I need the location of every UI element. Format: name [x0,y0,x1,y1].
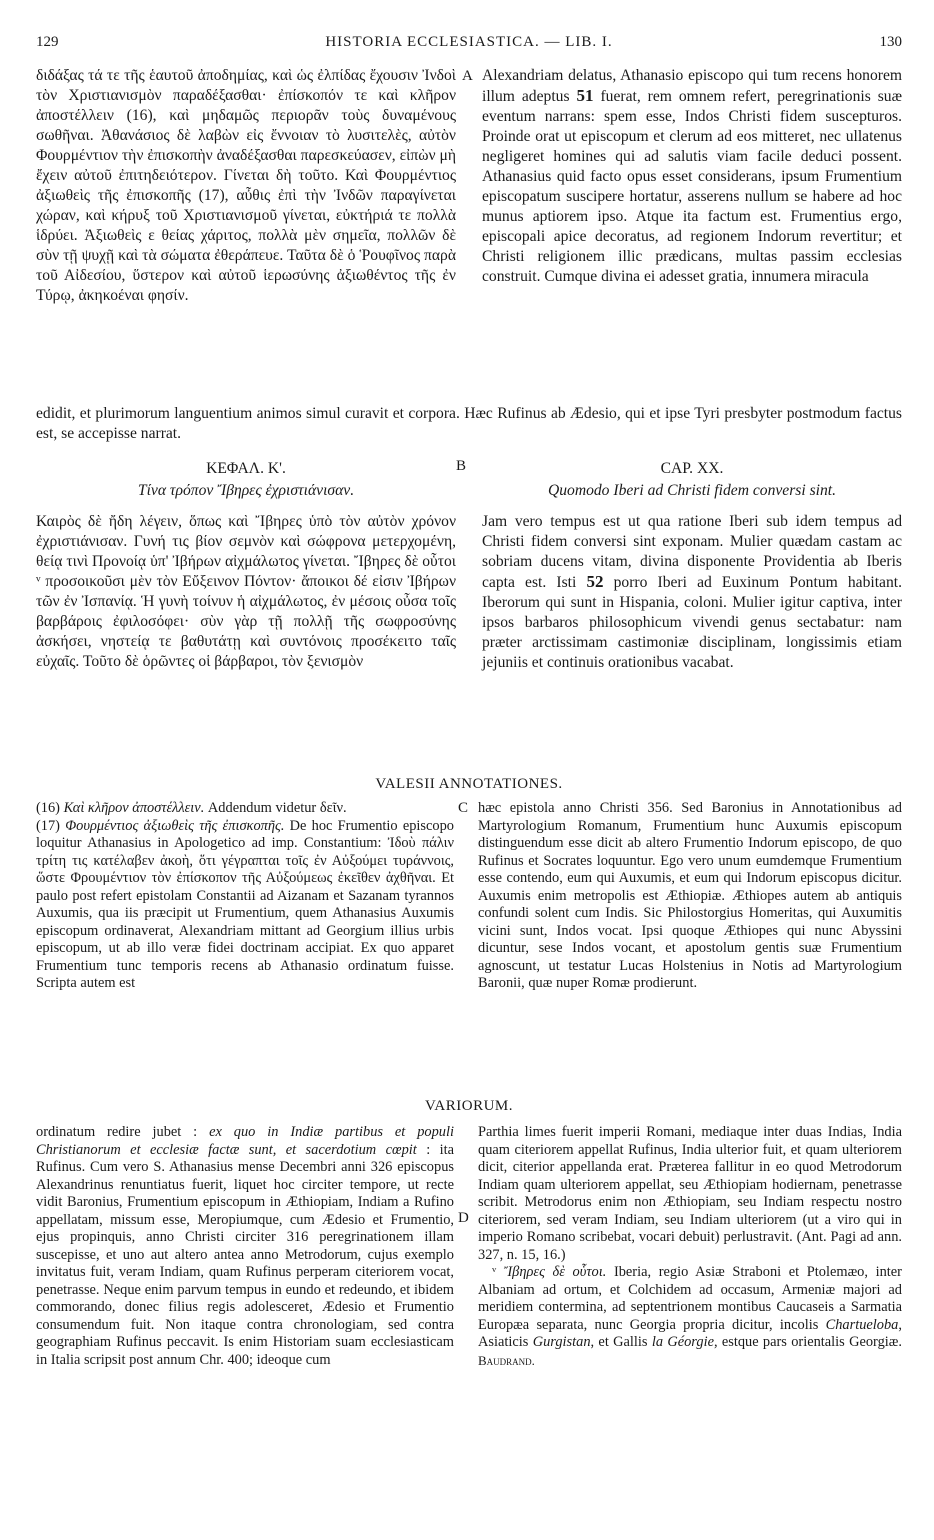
column-number: 52 [586,572,604,591]
valesii-notes-left [36,800,454,993]
margin-mark-c: C [458,800,469,816]
note-16 [36,800,454,818]
latin-full-width-text: edidit, et plurimorum languentium animos simul curavit et corpora. Hæc Rufinus ab Ædesio, qui et ipse Tyri presbyter postmodum factus est, se accepisse narrat. [36,405,902,442]
note-lemma: Ἴβηρες δὲ οὗτοι. [503,1264,607,1280]
variorum-left [36,1124,454,1369]
latin-column-top [482,66,902,287]
text-part: , estque pars orientalis Georgiæ. [713,1334,902,1350]
greek-chapter-heading: ΚΕΦΑΛ. Κ'. [206,460,286,477]
note-text: De hoc Frumentio episcopo loquitur Athanasius in Apologetico ad imp. Constantium: Ἰδοὺ πάλιν τρίτη τις κατέλαβεν ἀκοὴ, ὅτι γέγραπται τοῖς ἐν Αὐξούμει τυράννοις, ὥστε Φρουμέντιον τὸν ἐπίσκοπον τῆς Αὐξούμεως ἐκεῖθεν ἀχθῆναι. Et paulo post refert epistolam Constantii ad Aizanam et Sazanam tyrannos Auxumis, qua iis præcipit ut Frumentium, quem Athanasius Auxumis episcopum ordinaverat, Alexandriam mittant ad Georgium illius urbis episcopum, ut ab illo veræ fidei doctrinam accipiat. Ex quo apparet Frumentium tunc temporis recens ab Athanasio ordinatum fuisse. Scripta autem est [36,817,454,991]
running-header [36,34,902,56]
page-number-right: 130 [879,34,902,50]
note-text: Addendum videtur δεῖν. [207,800,347,816]
column-number: 51 [576,86,594,105]
latin-column-chapter [482,512,902,673]
running-title: HISTORIA ECCLESIASTICA. — LIB. I. [325,34,613,50]
variorum-right [478,1124,902,1370]
greek-chapter-subtitle: Τίνα τρόπον Ἴβηρες ἐχριστιάνισαν. [137,482,355,499]
note-lemma: Καὶ κλῆρον ἀποστέλλειν. [63,800,205,816]
text-part: , et Gallis [590,1334,648,1350]
note-17 [36,818,454,993]
note-continuation: hæc epistola anno Christi 356. Sed Baronius in Annotationibus ad Martyrologium Romanum, Frumentium hunc Auxumis episcopum distinguendum esse dicit ab altero Frumentio Indorum episcopo, de quo Rufinus et Socrates loquuntur. Ego vero unum eumdemque Frumentium esse contendo, eum qui Auxumis, et eum qui Indorum episcopus dicitur. Auxumis enim metropolis est Æthiopiæ. Æthiopes autem ab antiquis confundi solent cum Indis. Sic Philostorgius Homeritas, qui Auxumitis vicini sunt, Indos vocat. Ipsi quoque Æthiopes qui nunc Abyssini dicuntur, sese Indos vocant, et apostolum gentis suæ Frumentium agnoscunt, ut testatur Lucas Holstenius in Notis ad Martyrologium Baronii, quæ nuper Romæ prodierunt. [478,800,902,991]
latin-text-part: Alexandriam delatus, Athanasio episcopo qui tum recens honorem illum adeptus [482,67,902,105]
valesii-notes-right [478,800,902,993]
note-mark: ᵛ [492,1264,497,1280]
page-number-left: 129 [36,34,59,50]
greek-column-chapter [36,512,456,672]
latin-paragraph [482,66,902,287]
italic-term: Chartueloba [825,1316,899,1333]
latin-chapter-subtitle: Quomodo Iberi ad Christi fidem conversi sint. [547,482,837,499]
margin-mark-a: A [462,68,473,84]
note-number: (17) [36,817,60,834]
valesii-title: VALESII ANNOTATIONES. [375,776,563,792]
variorum-title: VARIORUM. [425,1098,513,1114]
italic-term: la Géorgie [651,1334,714,1350]
italic-quote: ex quo in Indiæ partibus et populi Christianorum et ecclesiæ factæ sunt, et sacerdotium cœpit [36,1124,454,1158]
variorum-paragraph: Parthia limes fuerit imperii Romani, mediaque inter duas Indias, India quam citeriorem appellat Rufinus, India ulterior fuit, et quam ulteriorem dicit, citerior appellanda erat. Præterea fallitur in eo quod Metrodorum Indiam quam ulteriorem appellat, seu Æthiopiam hodiernam, penetrasse scribit. Metrodorus enim non Æthiopiam, seu Indiam respectu nostro citeriorem, sed veram Indiam, seu Indiam ulteriorem (ut a viro qui in imperio Romano scribebat, vocari debuit) perlustravit. (Ant. Pagi ad ann. 327, n. 15, 16.) [478,1124,902,1263]
greek-paragraph: διδάξας τά τε τῆς ἑαυτοῦ ἀποδημίας, καὶ ὡς ἐλπίδας ἔχουσιν Ἰνδοὶ τὸν Χριστιανισμὸν παραδέξασθαι· ἐπίσκοπόν τε καὶ κλῆρον ἀποστέλλειν (16), καὶ μηδαμῶς περιορᾶν τοὺς δυναμένους σωθῆναι. Ἀθανάσιος δὲ λαβὼν εἰς ἔννοιαν τὸ λυσιτελὲς, αὐτὸν Φουρμέντιον τὴν ἐπισκοπὴν ἀναδέξασθαι παρεσκεύασεν, εἰπὼν μὴ ἔχειν αὐτοῦ ἐπιτηδειότερον. Γίνεται δὴ τοῦτο. Καὶ Φουρμέντιος ἀξιωθεὶς τῆς ἐπισκοπῆς (17), αὖθις ἐπὶ τὴν Ἰνδῶν παραγίνεται χώραν, καὶ κήρυξ τοῦ Χριστιανισμοῦ γίνεται, εὐκτήριά τε πολλὰ ἱδρύει. Ἀξιωθεὶς ε θείας χάριτος, πολλὰ μὲν σημεῖα, πολλῶν δὲ σὺν τῇ ψυχῇ καὶ τὰ σώματα ἐθεράπευε. Ταῦτα δὲ ὁ Ῥουφῖνος παρὰ τοῦ Αἰδεσίου, ὕστερον καὶ αὐτοῦ ἱερωσύνης ἀξιωθέντος τῆς ἐν Τύρῳ, ἀκηκοέναι φησίν. [36,67,456,304]
latin-text-part: Jam vero tempus est ut qua ratione Iberi sub idem tempus ad Christi fidem conversi sint exponam. Mulier quædam castam ac sobriam ducens vitam, divina disponente Providentia ab Iberis capta est. Isti [482,513,902,591]
greek-paragraph: Καιρὸς δὲ ἤδη λέγειν, ὅπως καὶ Ἴβηρες ὑπὸ τὸν αὐτὸν χρόνον ἐχριστιάνισαν. Γυνή τις βίον σεμνὸν καὶ σώφρονα μετερχομένη, θείᾳ τινὶ Προνοίᾳ ὑπ' Ἰβήρων αἰχμάλωτος γίνεται. Ἴβηρες δὲ οὗτοι ᵛ προσοικοῦσι μὲν τὸν Εὔξεινον Πόντον· ἄποικοι δέ εἰσιν Ἰβήρων τῶν ἐν Ἰσπανίᾳ. Ἡ γυνὴ τοίνυν ἡ αἰχμάλωτος, ἐν μέσοις οὖσα τοῖς βαρβάροις ἐφιλοσόφει· σὺν γὰρ τῇ πολλῇ τῆς σωφροσύνης ἀσκήσει, νηστείᾳ τε βαθυτάτῃ καὶ συντόνοις προσέκειτο ταῖς εὐχαῖς. Τοῦτο δὲ ὁρῶντες οἱ βάρβαροι, τὸν ξενισμὸν [36,513,456,670]
text-part: : ita Rufinus. Cum vero S. Athanasius mense Decembri anni 326 episcopus Alexandrinus renuntiatus fuerit, liquet hoc circiter tempore, ut recte vidit Baronius, Frumentium episcopum in Æthiopiam, Indiam a Rufino appellatam, missum esse, Meropiumque, cum Ædesio et Frumentio, ejus propinquis, anno Christi circiter 316 peregrinationem illam suscepisse, et uno aut altero antea anno Metrodorum, cujus exemplo invitatus fuit, veram Indiam, quam Rufinus perperam citeriorem vocat, penetrasse. Neque enim parvum tempus in eundo et redeundo, et ibidem commorando, donec filius regis adolesceret, Ædesio et Frumentio consumendum fuit. Non itaque contra chronologiam, sed contra geographiam Rufinus peccavit. Is enim Historiam suam ecclesiasticam in Italia scripsit post annum Chr. 400; ideoque cum [36,1141,454,1368]
greek-column-top [36,66,456,306]
italic-term: Gurgistan [532,1334,591,1350]
latin-paragraph [482,512,902,673]
margin-mark-b: B [456,458,467,474]
text-part: ordinatum redire jubet : [36,1124,198,1140]
text-part: Iberia, regio Asiæ Straboni et Ptolemæo, inter Albaniam ad ortum, et Colchidem ad occasum, Armeniæ majori ad meridiem contermina, ad septentrionem montibus Caucaseis a Sarmatia Europæa separata, nunc Georgia propria dicitur, incolis [478,1264,902,1333]
margin-mark-d: D [458,1210,469,1226]
note-lemma: Φουρμέντιος ἀξιωθεὶς τῆς ἐπισκοπῆς. [65,817,285,834]
note-number: (16) [36,800,60,816]
latin-text-part: fuerat, rem omnem refert, peregrinationis suæ eventum narrans: spem esse, Indos Christi fidem suscepturos. Proinde orat ut episcopum et clerum ad eos mitteret, nec ullatenus negligeret homines qui ad salutis viam facile deduci possent. Athanasius quid facto opus esset considerans, ipsum Frumentium episcopatum suscipere hortatur, asserens nullum se habere ad hoc munus aptiorem ipso. Atque ita factum est. Frumentius ergo, episcopali apice decoratus, ad regionem Indorum revertitur; et Christi religionem illic prædicans, multas passim ecclesias construit. Cumque divina ei adesset gratia, innumera miracula [482,88,902,285]
text-part: , Asiaticis [478,1316,902,1350]
latin-text-part: porro Iberi ad Euxinum Pontum habitant. Iberorum qui sunt in Hispania, coloni. Mulier igitur captiva, inter ipsos barbaros philosophicum vivendi genus sectabatur: nam præter arctissimam castimoniæ disciplinam, longissimis etiam jejuniis et continuis orationibus vacabat. [482,574,902,671]
variorum-paragraph [36,1124,454,1369]
variorum-paragraph [478,1264,902,1370]
author-attribution: Baudrand. [478,1352,535,1368]
latin-chapter-heading: CAP. XX. [660,460,724,477]
